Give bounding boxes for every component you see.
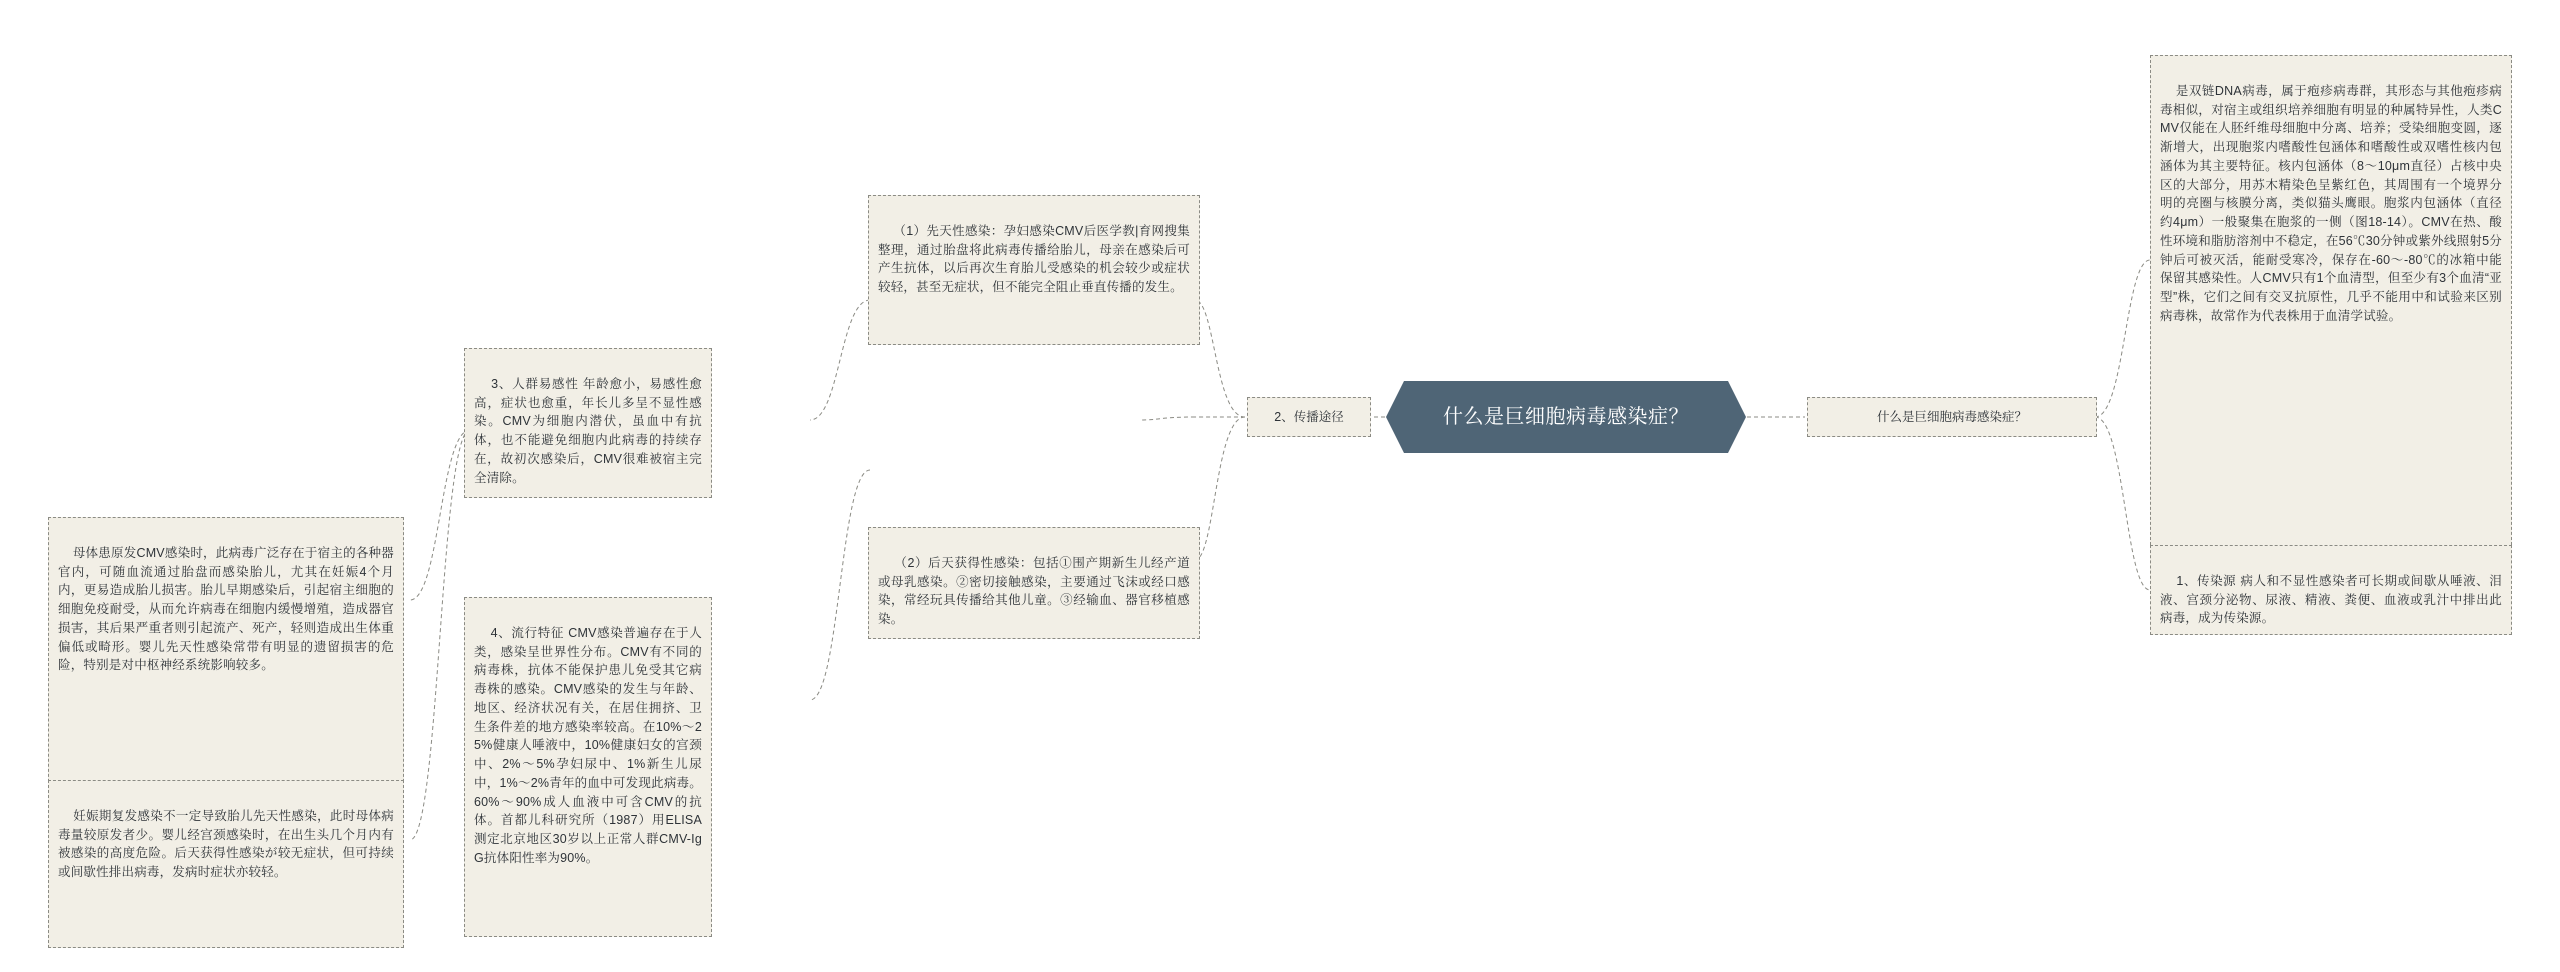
note-recurrent-infection-pregnancy-label: 妊娠期复发感染不一定导致胎儿先天性感染，此时母体病毒量较原发者少。婴儿经宫颈感染时，在出生头几个月内有被感染的高度危险。后天获得性感染が较无症状，但可持续或间歇性排出病毒，发病时症状亦较轻。 (58, 808, 394, 879)
branch-definition-label: 什么是巨细胞病毒感染症？ (1876, 409, 2027, 424)
branch-transmission-route[interactable] (1247, 397, 1371, 437)
edge-sub-note2 (1140, 417, 1195, 420)
note-population-susceptibility-label: 3、人群易感性 年龄愈小，易感性愈高，症状也愈重，年长儿多呈不显性感染。CMV为细胞内潜伏，虽血中有抗体，也不能避免细胞内此病毒的持续存在，故初次感染后，CMV很难被宿主完全清除。 (474, 376, 702, 485)
edge-branch-note4 (1195, 417, 1245, 560)
edge-note-col-b (810, 470, 870, 700)
note-congenital-infection-label: （1）先天性感染：孕妇感染CMV后医学教|育网搜集整理，通过胎盘将此病毒传播给胎儿，母亲在感染后可产生抗体，以后再次生育胎儿受感染的机会较少或症状较轻，甚至无症状，但不能完全阻止垂直传播的发生。 (878, 223, 1190, 294)
branch-transmission-route-label: 2、传播途径 (1274, 409, 1344, 424)
edge-right-note2 (2095, 417, 2150, 590)
edge-note-col-d (410, 430, 470, 840)
branch-definition[interactable] (1807, 397, 2097, 437)
note-epidemic-features[interactable] (464, 597, 712, 937)
note-virus-morphology[interactable] (2150, 55, 2512, 555)
note-infection-source[interactable] (2150, 545, 2512, 635)
note-acquired-infection[interactable] (868, 527, 1200, 639)
edge-branch-note1 (1195, 300, 1245, 417)
note-congenital-infection[interactable] (868, 195, 1200, 345)
note-epidemic-features-label: 4、流行特征 CMV感染普遍存在于人类，感染呈世界性分布。CMV有不同的病毒株，抗体不能保护患儿免受其它病毒株的感染。CMV感染的发生与年龄、地区、经济状况有关，在居住拥挤、卫生条件差的地方感染率较高。在10%～25%健康人唾液中，10%健康妇女的宫颈中、2%～5%孕妇尿中、1%新生儿尿中，1%～2%青年的血中可发现此病毒。60%～90%成人血液中可含CMV的抗体。首都儿科研究所（1987）用ELISA测定北京地区30岁以上正常人群CMV-IgG抗体阳性率为90%。 (474, 625, 702, 865)
note-maternal-primary-infection-label: 母体患原发CMV感染时，此病毒广泛存在于宿主的各种器官内，可随血流通过胎盘而感染胎儿，尤其在妊娠4个月内，更易造成胎儿损害。胎儿早期感染后，引起宿主细胞的细胞免疫耐受，从而允许病毒在细胞内缓慢增殖，造成器官损害，其后果严重者则引起流产、死产，轻则造成出生体重偏低或畸形。婴儿先天性感染常带有明显的遗留损害的危险，特别是对中枢神经系统影响较多。 (58, 545, 394, 673)
central-topic[interactable] (1404, 381, 1728, 453)
note-recurrent-infection-pregnancy[interactable] (48, 780, 404, 948)
note-maternal-primary-infection[interactable] (48, 517, 404, 797)
note-infection-source-label: 1、传染源 病人和不显性感染者可长期或间歇从唾液、泪液、宫颈分泌物、尿液、精液、粪便、血液或乳汁中排出此病毒，成为传染源。 (2160, 573, 2502, 626)
edge-note-col-a (810, 300, 870, 420)
note-acquired-infection-label: （2）后天获得性感染：包括①围产期新生儿经产道或母乳感染。②密切接触感染，主要通过飞沫或经口感染，常经玩具传播给其他儿童。③经输血、器官移植感染。 (878, 555, 1190, 626)
note-population-susceptibility[interactable] (464, 348, 712, 498)
central-topic-label: 什么是巨细胞病毒感染症？ (1443, 405, 1689, 428)
edge-right-note1 (2095, 260, 2150, 417)
note-virus-morphology-label: 是双链DNA病毒，属于疱疹病毒群，其形态与其他疱疹病毒相似，对宿主或组织培养细胞有明显的种属特异性，人类CMV仅能在人胚纤维母细胞中分离、培养；受染细胞变圆，逐渐增大，出现胞浆内嗜酸性包涵体和嗜酸性或双嗜性核内包涵体为其主要特征。核内包涵体（8～10μm直径）占核中央区的大部分，用苏木精染色呈紫红色，其周围有一个境界分明的亮圈与核膜分离，类似猫头鹰眼。胞浆内包涵体（直径约4μm）一般聚集在胞浆的一侧（图18-14）。CMV在热、酸性环境和脂肪溶剂中不稳定，在56℃30分钟或紫外线照射5分钟后可被灭活，能耐受寒冷，保存在-60～-80℃的冰箱中能保留其感染性。人CMV只有1个血清型，但至少有3个血清“亚型”株，它们之间有交叉抗原性，几乎不能用中和试验来区别病毒株，故常作为代表株用于血清学试验。 (2160, 83, 2503, 323)
edge-note-col-c (410, 430, 470, 600)
